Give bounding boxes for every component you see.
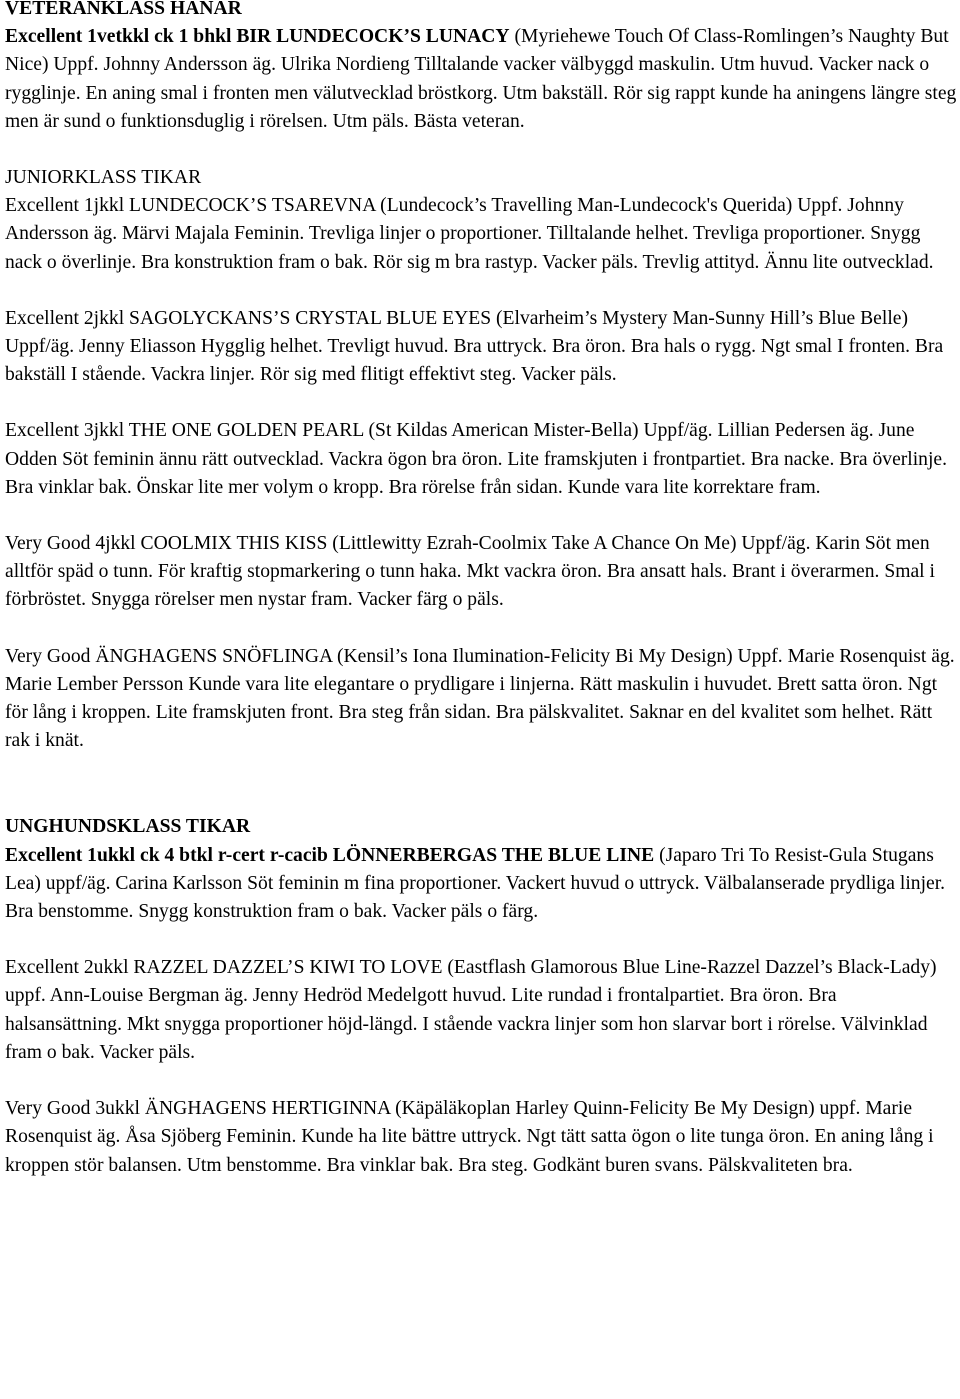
entry-body: (Myriehewe Touch Of Class-Romlingen’s Naughty But Nice) Uppf. Johnny Andersson äg. Ulrika Nordieng Tilltalande vacker välbyggd maskulin. Utm huvud. Vacker nack o rygglinje. En aning smal i fronten men välutvecklad bröstkorg. Utm bakställ. Rör sig rappt kunde ha aningens längre steg men är sund o funktionsduglig i rörelsen. Utm päls. Bästa veteran.	[5, 26, 957, 132]
entry-body: Very Good 4jkkl COOLMIX THIS KISS (Littlewitty Ezrah-Coolmix Take A Chance On Me) Uppf/äg. Karin Söt men alltför späd o tunn. För kraftig stopmarkering o tunn haka. Mkt vackra öron. Bra ansatt hals. Brant i överarmen. Smal i förbröstet. Snygga rörelser men nystar fram. Vacker färg o päls.	[5, 533, 935, 611]
dog-entry	[5, 192, 957, 277]
section-unghundsklass-tikar	[5, 813, 957, 1179]
dog-entry	[5, 643, 957, 756]
section-heading: JUNIORKLASS TIKAR	[5, 167, 202, 189]
section-spacer	[5, 783, 957, 813]
entry-body: Excellent 3jkkl THE ONE GOLDEN PEARL (St Kildas American Mister-Bella) Uppf/äg. Lillian Pedersen äg. June Odden Söt feminin ännu rätt outvecklad. Vackra ögon bra öron. Lite framskjuten i frontpartiet. Bra nacke. Bra överlinje. Bra vinklar bak. Önskar lite mer volym o kropp. Bra rörelse från sidan. Kunde vara lite korrektare fram.	[5, 420, 948, 498]
dog-entry	[5, 954, 957, 1067]
section-veteranklass-hanar	[5, 0, 957, 136]
entry-lead: Excellent 1ukkl ck 4 btkl r-cert r-cacib LÖNNERBERGAS THE BLUE LINE	[5, 844, 655, 866]
dog-entry	[5, 1095, 957, 1180]
entry-body: Excellent 1jkkl LUNDECOCK’S TSAREVNA (Lundecock’s Travelling Man-Lundecock's Querida) Uppf. Johnny Andersson äg. Märvi Majala Feminin. Trevliga linjer o proportioner. Tilltalande helhet. Trevliga proportioner. Snygg nack o överlinje. Bra konstruktion fram o bak. Rör sig m bra rastyp. Vacker päls. Trevlig attityd. Ännu lite outvecklad.	[5, 195, 934, 273]
dog-entry	[5, 417, 957, 502]
section-heading: UNGHUNDSKLASS TIKAR	[5, 816, 251, 838]
section-juniorklass-tikar	[5, 164, 957, 755]
section-heading: VETERANKLASS HANAR	[5, 0, 242, 19]
entry-body: Very Good 3ukkl ÄNGHAGENS HERTIGINNA (Käpäläkoplan Harley Quinn-Felicity Be My Design) uppf. Marie Rosenquist äg. Åsa Sjöberg Feminin. Kunde ha lite bättre uttryck. Ngt tätt satta ögon o lite tunga öron. En aning lång i kroppen stör balansen. Utm benstomme. Bra vinklar bak. Bra steg. Godkänt buren svans. Pälskvaliteten bra.	[5, 1098, 934, 1176]
entry-body: Very Good ÄNGHAGENS SNÖFLINGA (Kensil’s Iona Ilumination-Felicity Bi My Design) Uppf. Marie Rosenquist äg. Marie Lember Persson Kunde vara lite elegantare o prydligare i linjerna. Rätt maskulin i huvudet. Brett satta öron. Ngt för lång i kroppen. Lite framskjuten front. Bra steg från sidan. Bra pälskvalitet. Saknar en del kvalitet som helhet. Rätt rak i knät.	[5, 645, 955, 752]
dog-entry	[5, 530, 957, 615]
entry-body: Excellent 2jkkl SAGOLYCKANS’S CRYSTAL BLUE EYES (Elvarheim’s Mystery Man-Sunny Hill’s Blue Belle) Uppf/äg. Jenny Eliasson Hygglig helhet. Trevligt huvud. Bra uttryck. Bra öron. Bra hals o rygg. Ngt smal I fronten. Bra bakställ I stående. Vackra linjer. Rör sig med flitigt effektivt steg. Vacker päls.	[5, 307, 944, 386]
dog-entry	[5, 305, 957, 390]
dog-entry	[5, 23, 957, 136]
entry-body: (Japaro Tri To Resist-Gula Stugans Lea) uppf/äg. Carina Karlsson Söt feminin m fina proportioner. Vackert huvud o uttryck. Välbalanserade prydliga linjer. Bra benstomme. Snygg konstruktion fram o bak. Vacker päls o färg.	[5, 844, 946, 923]
dog-entry	[5, 842, 957, 927]
document	[5, 0, 957, 1208]
entry-body: Excellent 2ukkl RAZZEL DAZZEL’S KIWI TO LOVE (Eastflash Glamorous Blue Line-Razzel Dazzel’s Black-Lady) uppf. Ann-Louise Bergman äg. Jenny Hedröd Medelgott huvud. Lite rundad i frontalpartiet. Bra öron. Bra halsansättning. Mkt snygga proportioner höjd-längd. I stående vackra linjer som hon slarvar bort i rörelse. Välvinklad fram o bak. Vacker päls.	[5, 957, 937, 1063]
entry-lead: Excellent 1vetkkl ck 1 bhkl BIR LUNDECOCK’S LUNACY	[5, 26, 510, 48]
